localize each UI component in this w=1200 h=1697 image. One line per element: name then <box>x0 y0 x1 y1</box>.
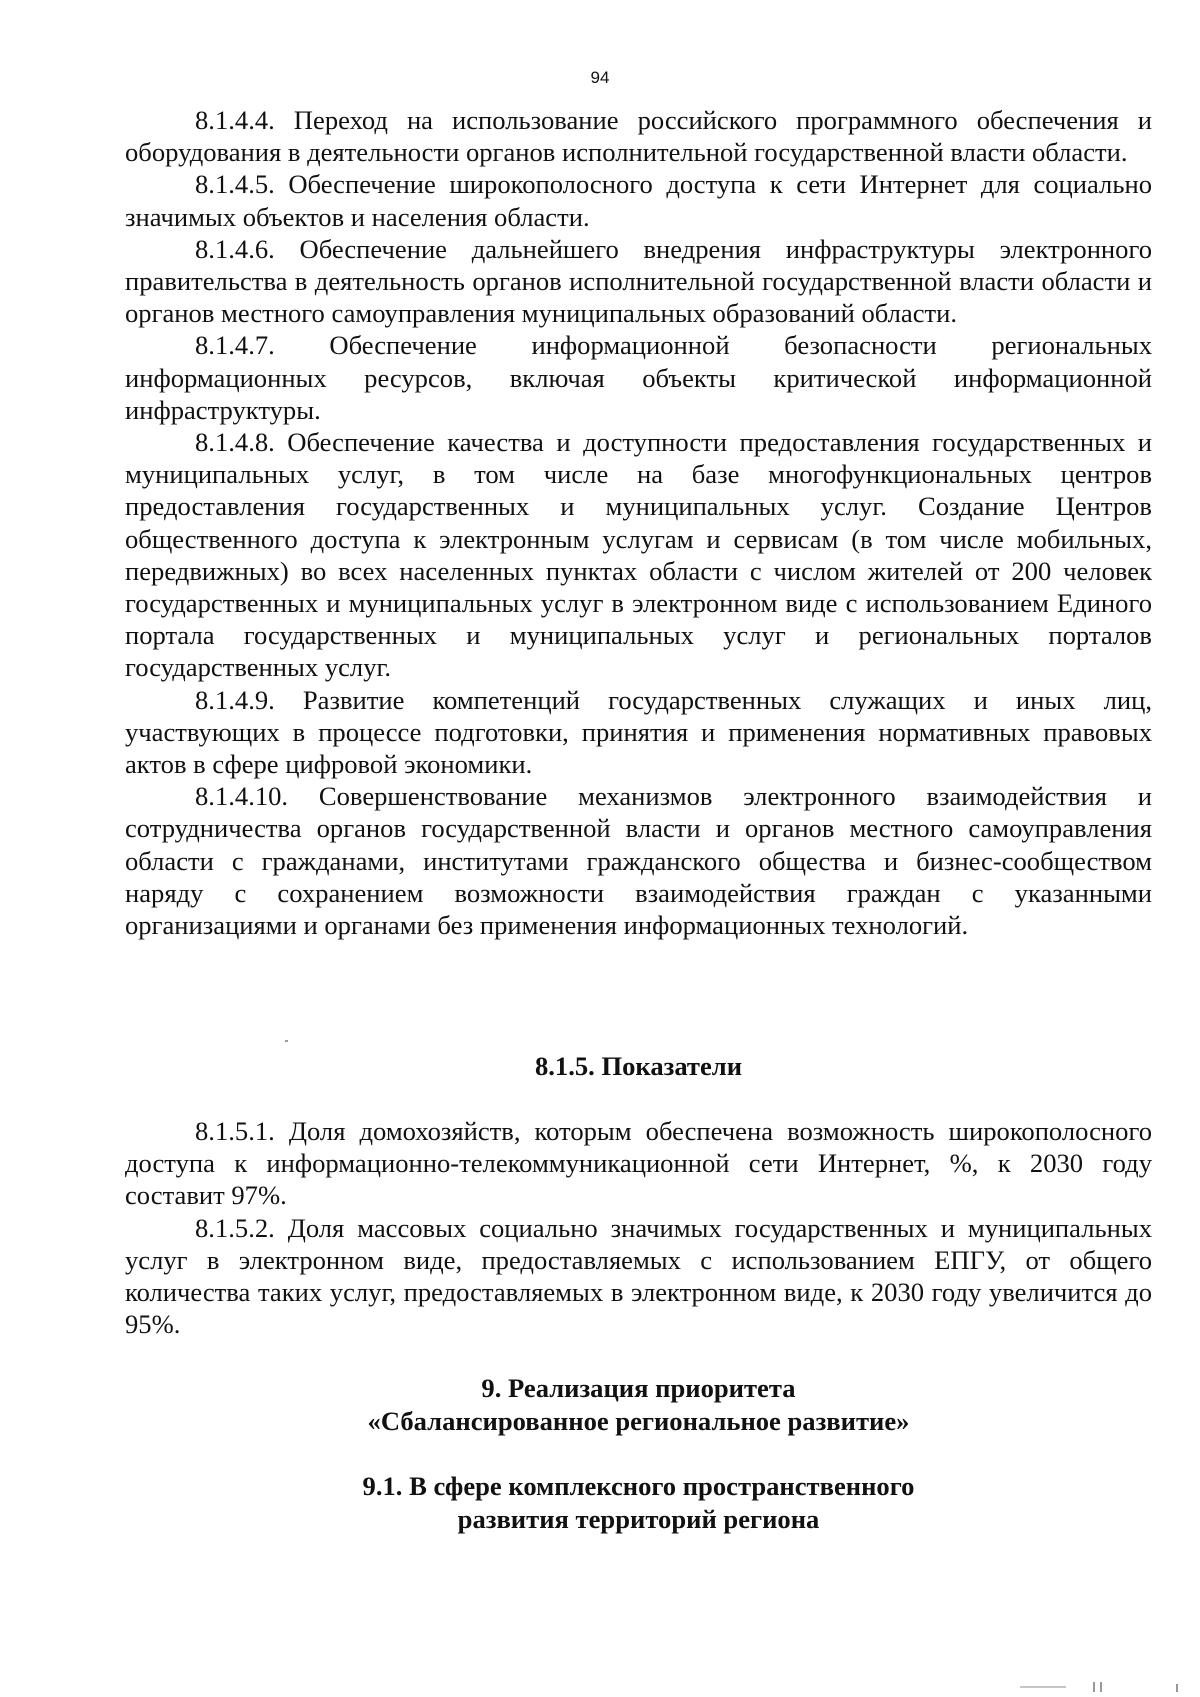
paragraph-8-1-4-7: 8.1.4.7. Обеспечение информационной безопасности региональных информационных ресурсов, включая объекты критической информационной инфраструктуры. <box>125 330 1152 425</box>
paragraph-8-1-4-6: 8.1.4.6. Обеспечение дальнейшего внедрения инфраструктуры электронного правительства в деятельность органов исполнительной государственной власти области и органов местного самоуправления муниципальных образований области. <box>125 233 1152 329</box>
paragraph-8-1-4-4: 8.1.4.4. Переход на использование российского программного обеспечения и оборудования в деятельности органов исполнительной государственной власти области. <box>125 105 1152 168</box>
section-8-1-5-indicators <box>125 1115 1152 1340</box>
paragraph-8-1-4-5: 8.1.4.5. Обеспечение широкополосного доступа к сети Интернет для социально значимых объектов и населения области. <box>125 169 1152 232</box>
paragraph-8-1-5-1: 8.1.5.1. Доля домохозяйств, которым обеспечена возможность широкополосного доступа к информационно-телекоммуникационной сети Интернет, %, к 2030 году составит 97%. <box>125 1116 1152 1211</box>
heading-9-1-line-2: развития территорий региона <box>457 1503 820 1534</box>
paragraph-8-1-4-9: 8.1.4.9. Развитие компетенций государственных служащих и иных лиц, участвующих в процессе подготовки, принятия и применения нормативных правовых актов в сфере цифровой экономики. <box>125 684 1152 780</box>
scan-edge-mark <box>1020 1686 1066 1688</box>
section-8-1-4-tasks <box>125 104 1152 941</box>
heading-9-line-2: «Сбалансированное региональное развитие» <box>367 1405 910 1436</box>
paragraph-8-1-4-10: 8.1.4.10. Совершенствование механизмов электронного взаимодействия и сотрудничества органов государственной власти и органов местного самоуправления области с гражданами, институтами гражданского общества и бизнес-сообществом наряду с сохранением возможности взаимодействия граждан с указанными организациями и органами без применения информационных технологий. <box>125 781 1152 941</box>
paragraph-8-1-4-8: 8.1.4.8. Обеспечение качества и доступности предоставления государственных и муниципальных услуг, в том числе на базе многофункциональных центров предоставления государственных и муниципальных услуг. Создание Центров общественного доступа к электронным услугам и сервисам (в том числе мобильных, передвижных) во всех населенных пунктах области с числом жителей от 200 человек государственных и муниципальных услуг в электронном виде с использованием Единого портала государственных и муниципальных услуг и региональных порталов государственных услуг. <box>125 427 1152 683</box>
heading-9-priority <box>125 1372 1152 1437</box>
scan-edge-tick-1 <box>1093 1682 1095 1692</box>
scan-edge-tick-3 <box>1176 1684 1178 1692</box>
heading-9-1-line-1: 9.1. В сфере комплексного пространственного <box>362 1471 915 1501</box>
scan-dust-mark <box>285 1040 288 1042</box>
paragraph-8-1-5-2: 8.1.5.2. Доля массовых социально значимых государственных и муниципальных услуг в электронном виде, предоставляемых с использованием ЕПГУ, от общего количества таких услуг, предоставляемых в электронном виде, к 2030 году увеличится до 95%. <box>125 1212 1152 1340</box>
heading-9-1-spatial-development <box>125 1470 1152 1535</box>
heading-8-1-5-indicators: 8.1.5. Показатели <box>534 1051 743 1081</box>
page-number: 94 <box>590 68 610 87</box>
heading-9-line-1: 9. Реализация приоритета <box>481 1373 796 1403</box>
scan-edge-tick-2 <box>1100 1682 1102 1692</box>
